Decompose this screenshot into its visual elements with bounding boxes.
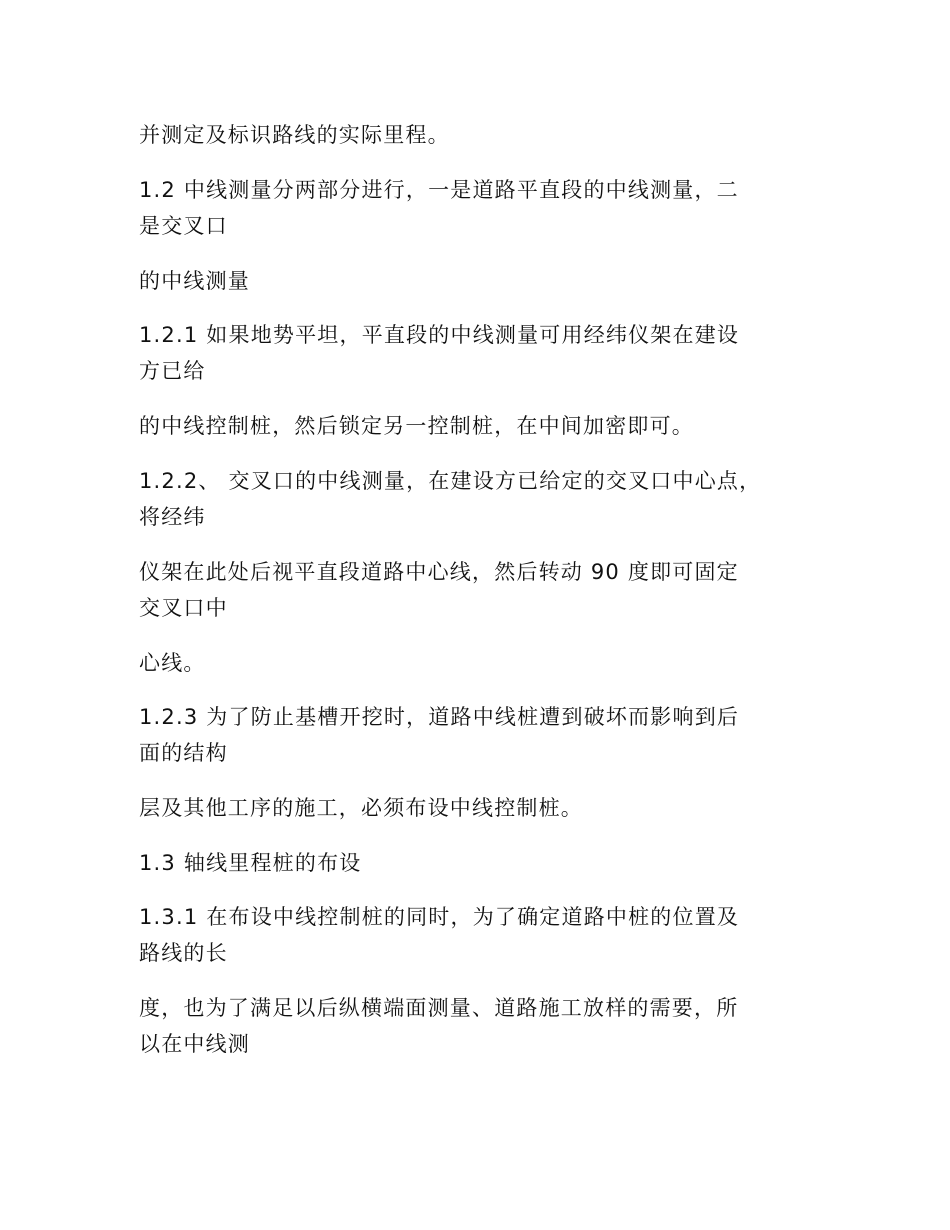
paragraph-intro: 并测定及标识路线的实际里程。 — [139, 123, 450, 147]
paragraph-1-3-1: 1.3.1 在布设中线控制桩的同时，为了确定道路中桩的位置及 路线的长 — [139, 905, 740, 965]
paragraph-1-2-2-cont: 仪架在此处后视平直段道路中心线，然后转动 90 度即可固定 交叉口中 — [139, 560, 739, 620]
paragraph-1-3-1-cont: 度，也为了满足以后纵横端面测量、道路施工放样的需要，所 以在中线测 — [139, 996, 739, 1056]
paragraph-1-2-1: 1.2.1 如果地势平坦，平直段的中线测量可用经纬仪架在建设 方已给 — [139, 323, 740, 383]
paragraph-1-2-3: 1.2.3 为了防止基槽开挖时，道路中线桩遭到破坏而影响到后 面的结构 — [139, 705, 740, 765]
paragraph-1-2-2: 1.2.2、 交叉口的中线测量，在建设方已给定的交叉口中心点， 将经纬 — [139, 469, 762, 529]
paragraph-1-2-3-cont: 层及其他工序的施工，必须布设中线控制桩。 — [139, 796, 583, 820]
heading-1-3: 1.3 轴线里程桩的布设 — [139, 851, 362, 875]
paragraph-1-2-cont: 的中线测量 — [139, 269, 250, 293]
paragraph-1-2-1-cont: 的中线控制桩，然后锁定另一控制桩，在中间加密即可。 — [139, 414, 694, 438]
paragraph-1-2: 1.2 中线测量分两部分进行，一是道路平直段的中线测量，二 是交叉口 — [139, 178, 739, 238]
paragraph-1-2-2-end: 心线。 — [139, 651, 206, 675]
